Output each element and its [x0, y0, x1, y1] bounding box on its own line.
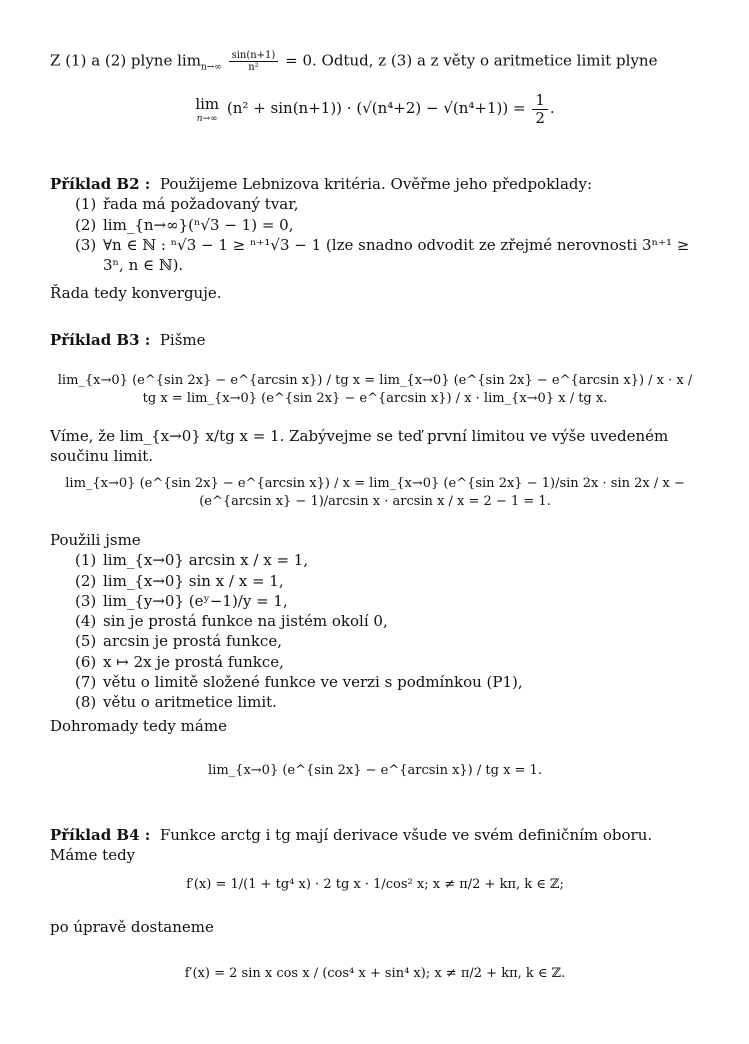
intro-frac-den: n²: [248, 62, 259, 73]
list-item: [75, 672, 700, 692]
example-b2: [50, 174, 700, 304]
item-text: lim_{x→0} arcsin x / x = 1,: [103, 551, 309, 570]
intro-line1: Z (1) a (2) plyne lim: [50, 51, 201, 70]
item-text: lim_{y→0} (eʸ−1)/y = 1,: [103, 591, 288, 610]
b3-display-1: lim_{x→0} (e^{sin 2x} − e^{arcsin x}) / tg x = lim_{x→0} (e^{sin 2x} − e^{arcsin x}) / x · x / tg x = lim_{x→0} (e^{sin 2x} − e^{arcsin x}) / x · lim_{x→0} x / tg x.: [57, 373, 693, 406]
intro-lim-sub: n→∞: [200, 62, 222, 73]
b3-line2: Víme, že lim_{x→0} x/tg x = 1. Zabývejme se teď první limitou ve výše uvedeném součinu limit.: [50, 427, 669, 466]
item-text: řada má požadovaný tvar,: [103, 195, 299, 214]
list-item: [75, 591, 700, 611]
intro-result-num: 1: [532, 92, 548, 110]
item-text: ∀n ∈ ℕ : ⁿ√3 − 1 ≥ ⁿ⁺¹√3 − 1 (lze snadno odvodit ze zřejmé nerovnosti 3ⁿ⁺¹ ≥ 3ⁿ, n ∈ ℕ).: [103, 235, 690, 274]
item-text: arcsin je prostá funkce,: [103, 632, 282, 651]
item-number: (2): [75, 571, 97, 590]
item-number: (1): [75, 551, 97, 570]
item-number: (8): [75, 693, 97, 711]
list-item: [75, 611, 700, 631]
item-number: (7): [75, 672, 97, 691]
intro-fraction: [229, 50, 279, 73]
item-text: větu o aritmetice limit.: [103, 693, 277, 711]
intro-line1-rest: = 0. Odtud, z (3) a z věty o aritmetice limit plyne: [285, 51, 658, 70]
item-number: (3): [75, 591, 97, 610]
intro-display-result: [532, 92, 548, 126]
item-number: (3): [75, 235, 97, 254]
b4-display-1: f′(x) = 1/(1 + tg⁴ x) · 2 tg x · 1/cos² x; x ≠ π/2 + kπ, k ∈ ℤ;: [186, 877, 564, 892]
list-item: [75, 692, 700, 712]
b3-display-3: lim_{x→0} (e^{sin 2x} − e^{arcsin x}) / tg x = 1.: [208, 763, 542, 778]
item-number: (2): [75, 215, 97, 234]
list-item: [75, 235, 700, 276]
list-item: [75, 631, 700, 651]
intro-frac-num: sin(n+1): [229, 50, 279, 62]
b3-text: Pišme: [159, 331, 206, 349]
list-item: [75, 215, 700, 235]
item-text: lim_{n→∞}(ⁿ√3 − 1) = 0,: [103, 215, 294, 234]
b2-text: Použijeme Lebnizova kritéria. Ověřme jeho předpoklady:: [159, 175, 593, 193]
item-text: lim_{x→0} sin x / x = 1,: [103, 571, 284, 590]
item-number: (6): [75, 652, 97, 671]
b3-used-section: [50, 530, 700, 737]
intro-display-lim-sub: n→∞: [196, 113, 218, 124]
example-b3: [50, 330, 700, 350]
b4-display-2: f′(x) = 2 sin x cos x / (cos⁴ x + sin⁴ x); x ≠ π/2 + kπ, k ∈ ℤ.: [184, 966, 566, 981]
item-text: větu o limitě složené funkce ve verzi s podmínkou (P1),: [103, 672, 523, 691]
b3-display-2: lim_{x→0} (e^{sin 2x} − e^{arcsin x}) / x = lim_{x→0} (e^{sin 2x} − 1)/sin 2x · sin 2x / x − (e^{arcsin x} − 1)/arcsin x · arcsin x / x = 2 − 1 = 1.: [65, 476, 685, 509]
item-text: sin je prostá funkce na jistém okolí 0,: [103, 612, 388, 630]
list-item: [75, 652, 700, 672]
b4-text: Funkce arctg i tg mají derivace všude ve svém definičním oboru. Máme tedy: [50, 826, 653, 865]
b3-heading: Příklad B3 :: [50, 331, 151, 349]
intro-paragraph: [50, 50, 700, 74]
b3-together: Dohromady tedy máme: [50, 717, 227, 736]
list-item: [75, 550, 700, 570]
b2-list: [50, 194, 700, 275]
intro-display-equation: lim n→∞ (n² + sin(n+1)) · (√(n⁴+2) − √(n⁴+1)) = $\frac{1}{2}$ .: [195, 91, 555, 127]
b4-after: po úpravě dostaneme: [50, 918, 214, 936]
b2-heading: Příklad B2 :: [50, 175, 151, 193]
list-item: [75, 194, 700, 214]
b3-used: Použili jsme: [50, 531, 141, 549]
item-text: x ↦ 2x je prostá funkce,: [103, 652, 284, 671]
b4-heading: Příklad B4 :: [50, 826, 151, 844]
intro-display-lim: lim n→∞: [195, 95, 220, 124]
list-item: [75, 571, 700, 591]
intro-result-den: 2: [535, 108, 545, 127]
item-number: (4): [75, 612, 97, 630]
example-b4: [50, 825, 700, 866]
item-number: (1): [75, 195, 97, 214]
b3-list: [50, 550, 700, 712]
b2-conclusion: Řada tedy konverguje.: [50, 284, 222, 303]
intro-display-body: (n² + sin(n+1)) · (√(n⁴+2) − √(n⁴+1)) =: [226, 99, 531, 117]
item-number: (5): [75, 632, 97, 651]
